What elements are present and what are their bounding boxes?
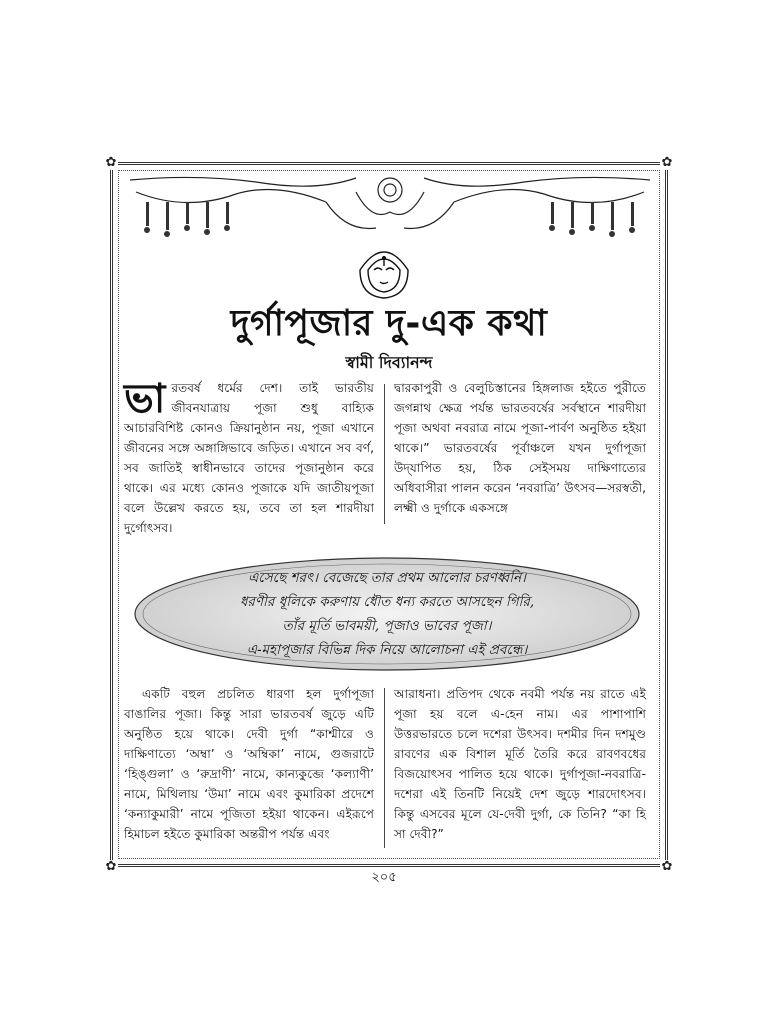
highlight-quote xyxy=(150,566,624,662)
page-number: ২০৫ xyxy=(371,870,397,885)
drop-cap: ভা xyxy=(124,376,166,422)
article-title: দুর্গাপূজার দু-এক কথা xyxy=(230,303,548,344)
highlight-line: তাঁর মূর্তি ভাবময়ী, পূজাও ভাবের পূজা। xyxy=(282,618,492,634)
corner-flower-icon: ✿ xyxy=(661,859,673,874)
column-4-text: আরাধনা। প্রতিপদ থেকে নবমী পর্যন্ত নয় রাতে এই পূজা হয় বলে এ-হেন নাম। এর পাশাপাশি উত্তরভারতে চলে দশেরা উৎসব। দশমীর দিন দশমুণ্ড রাবণের এক বিশাল মূর্তি তৈরি করে রাবণবধের বিজয়োৎসব পালিত হয়ে থাকে। দুর্গাপূজা-নবরাত্রি-দশেরা এই তিনটি নিয়েই দেশ জুড়ে শারদোৎসব। কিন্তু এসবের মূলে যে-দেবী দুর্গা, কে তিনি? “কা হি সা দেবী?” xyxy=(394,687,646,841)
column-divider-top xyxy=(384,384,385,524)
corner-flower-icon: ✿ xyxy=(105,859,117,874)
column-3-text: একটি বহুল প্রচলিত ধারণা হল দুর্গাপূজা বাঙালির পূজা। কিন্তু সারা ভারতবর্ষ জুড়ে এটি অনুষ্ঠিত হয়ে থাকে। দেবী দুর্গা “কাশ্মীরে ও দাক্ষিণাত্যে ‘অম্বা’ ও ‘অম্বিকা’ নামে, গুজরাটে ‘হিঙ্গুলা’ ও ‘রুদ্রাণী’ নামে, কান্যকুব্জে ‘কল্যাণী’ নামে, মিথিলায় ‘উমা’ নামে এবং কুমারিকা প্রদেশে ‘কন্যাকুমারী’ নামে পূজিতা হইয়া থাকেন। এইরূপে হিমাচল হইতে কুমারিকা অন্তরীপ পর্যন্ত এবং xyxy=(124,687,374,841)
body-column-3 xyxy=(124,684,374,844)
floral-header-ornament-icon xyxy=(126,172,654,242)
durga-face-emblem-icon xyxy=(350,240,418,300)
author-name: স্বামী দিব্যানন্দ xyxy=(345,353,433,372)
column-2-text: দ্বারকাপুরী ও বেলুচিস্তানের হিঙ্গলাজ হইতে পুরীতে জগন্নাথ ক্ষেত্র পর্যন্ত ভারতবর্ষের সর্বস্থানে শারদীয়া পূজা অথবা নবরাত্র নামে পূজা-পার্বণ অনুষ্ঠিত হইয়া থাকে।” ভারতবর্ষের পূর্বাঞ্চলে যখন দুর্গাপূজা উদ্‌যাপিত হয়, ঠিক সেইসময় দাক্ষিণাত্যের অধিবাসীরা পালন করেন ‘নবরাত্রি’ উৎসব—সরস্বতী, লক্ষ্মী ও দুর্গাকে একসঙ্গে xyxy=(394,381,646,515)
body-column-2 xyxy=(394,378,646,518)
highlight-line: এসেছে শরৎ। বেজেছে তার প্রথম আলোর চরণধ্বনি। xyxy=(248,570,526,586)
body-column-1 xyxy=(124,378,374,538)
corner-flower-icon: ✿ xyxy=(105,155,117,170)
column-1-text: রতবর্ষ ধর্মের দেশ। তাই ভারতীয় জীবনযাত্রায় পূজা শুধু বাহ্যিক আচারবিশিষ্ট কোনও ক্রিয়ানুষ্ঠান নয়, পূজা এখানে জীবনের সঙ্গে অঙ্গাঙ্গিভাবে জড়িত। এখানে সব বর্ণ, সব জাতিই স্বাধীনভাবে তাদের পূজানুষ্ঠান করে থাকে। এর মধ্যে কোনও পূজাকে যদি জাতীয়পূজা বলে উল্লেখ করতে হয়, তবে তা হল শারদীয়া দুর্গোৎসব। xyxy=(124,381,374,535)
corner-flower-icon: ✿ xyxy=(661,155,673,170)
column-divider-bottom xyxy=(384,688,385,848)
highlight-line: ধরণীর ধূলিকে করুণায় ধৌত ধন্য করতে আসছেন গিরি, xyxy=(239,594,535,610)
body-column-4 xyxy=(394,684,646,844)
highlight-line: এ-মহাপূজার বিভিন্ন দিক নিয়ে আলোচনা এই প্রবন্ধে। xyxy=(246,642,528,658)
